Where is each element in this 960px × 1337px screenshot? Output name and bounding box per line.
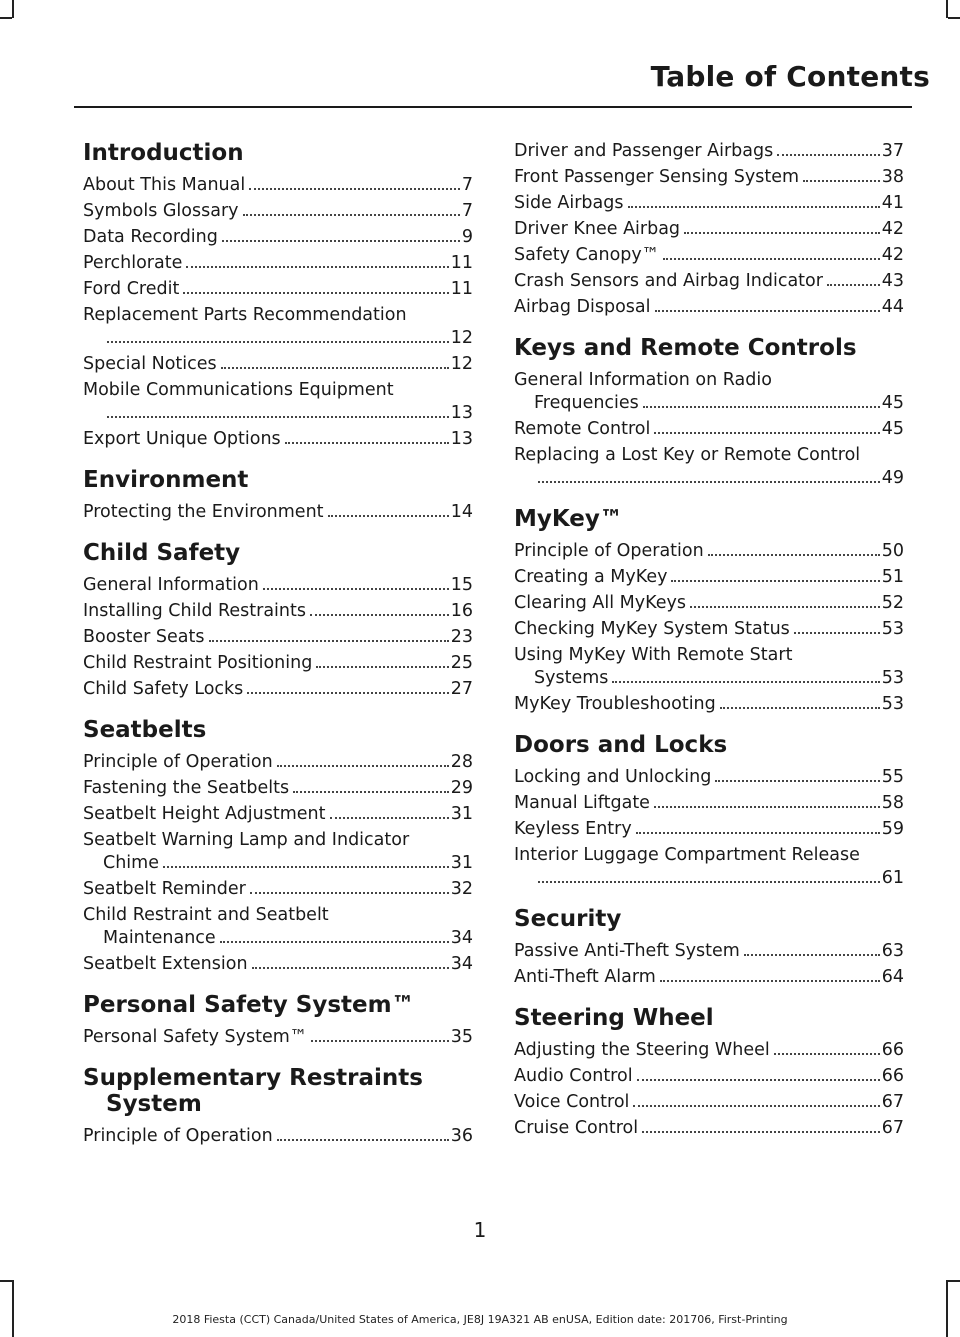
dot-leader xyxy=(277,765,449,767)
toc-entry-label: Protecting the Environment xyxy=(83,502,324,522)
toc-entry[interactable] xyxy=(514,296,904,319)
toc-entry-page: 12 xyxy=(450,328,473,348)
toc-entry-label-cont: Systems xyxy=(534,668,609,688)
toc-entry-line xyxy=(514,1117,904,1140)
toc-section xyxy=(514,506,904,716)
toc-entry-label: Mobile Communications Equipment xyxy=(83,380,394,400)
toc-entry-page: 25 xyxy=(450,653,473,673)
toc-entry-page: 53 xyxy=(881,619,904,639)
dot-leader xyxy=(636,832,880,834)
toc-entry[interactable] xyxy=(514,644,904,690)
toc-entry[interactable] xyxy=(514,1065,904,1088)
toc-entry-label: Safety Canopy™ xyxy=(514,245,660,265)
toc-entry-line xyxy=(514,140,904,163)
dot-leader xyxy=(654,432,879,434)
dot-leader xyxy=(654,806,880,808)
toc-entry[interactable] xyxy=(514,966,904,989)
crop-mark xyxy=(946,0,948,18)
dot-leader xyxy=(538,881,880,883)
toc-entry-line xyxy=(514,1065,904,1088)
toc-entry-line xyxy=(514,1039,904,1062)
toc-entry[interactable] xyxy=(514,218,904,241)
toc-entry-page: 59 xyxy=(881,819,904,839)
toc-entry-label: Keyless Entry xyxy=(514,819,632,839)
toc-entry-page: 66 xyxy=(881,1066,904,1086)
toc-entry-label: Front Passenger Sensing System xyxy=(514,167,800,187)
toc-entry-line xyxy=(83,751,473,774)
toc-entry-page: 37 xyxy=(881,141,904,161)
toc-entry[interactable] xyxy=(83,953,473,976)
toc-entry[interactable] xyxy=(83,252,473,275)
dot-leader xyxy=(637,1079,880,1081)
toc-entry[interactable] xyxy=(83,174,473,197)
toc-entry-line xyxy=(514,192,904,215)
toc-entry-page: 16 xyxy=(450,601,473,621)
toc-entry[interactable] xyxy=(514,418,904,441)
dot-leader xyxy=(538,481,880,483)
toc-entry-label: Passive Anti-Theft System xyxy=(514,941,740,961)
section-title: Environment xyxy=(83,467,249,493)
dot-leader xyxy=(612,681,879,683)
toc-entry-label: Ford Credit xyxy=(83,279,180,299)
toc-entry-label: Child Restraint and Seatbelt xyxy=(83,905,329,925)
toc-section xyxy=(83,1065,473,1148)
toc-entry[interactable] xyxy=(83,777,473,800)
toc-entry-label: Manual Liftgate xyxy=(514,793,650,813)
toc-entry-label: Child Restraint Positioning xyxy=(83,653,313,673)
dot-leader xyxy=(163,866,449,868)
toc-entry[interactable] xyxy=(514,192,904,215)
toc-entry-label: Data Recording xyxy=(83,227,218,247)
section-title: Keys and Remote Controls xyxy=(514,335,857,361)
toc-entry-line xyxy=(83,200,473,223)
toc-entry[interactable] xyxy=(514,693,904,716)
toc-entry-page: 31 xyxy=(450,804,473,824)
toc-entry-label: Anti-Theft Alarm xyxy=(514,967,656,987)
toc-entry-line xyxy=(83,174,473,197)
toc-entry-label: Child Safety Locks xyxy=(83,679,244,699)
toc-entry-label: General Information on Radio xyxy=(514,370,772,390)
section-title: Security xyxy=(514,906,622,932)
toc-entry-line xyxy=(83,878,473,901)
toc-entry-line xyxy=(514,1091,904,1114)
toc-entry-page: 15 xyxy=(450,575,473,595)
toc-section xyxy=(514,140,904,319)
toc-entry-line xyxy=(83,1125,473,1148)
dot-leader xyxy=(655,310,880,312)
toc-entry-page: 38 xyxy=(881,167,904,187)
toc-entry-label: Locking and Unlocking xyxy=(514,767,712,787)
toc-entry-label: Audio Control xyxy=(514,1066,633,1086)
dot-leader xyxy=(186,266,448,268)
toc-entry[interactable] xyxy=(83,1026,473,1049)
toc-entry[interactable] xyxy=(83,626,473,649)
crop-mark xyxy=(948,1280,960,1282)
toc-entry-page: 28 xyxy=(450,752,473,772)
dot-leader xyxy=(643,406,880,408)
toc-entry-line xyxy=(83,252,473,275)
toc-entry-label: Installing Child Restraints xyxy=(83,601,306,621)
dot-leader xyxy=(715,780,879,782)
toc-entry-page: 52 xyxy=(881,593,904,613)
dot-leader xyxy=(310,614,449,616)
toc-entry[interactable] xyxy=(83,428,473,451)
toc-entry-label: Airbag Disposal xyxy=(514,297,651,317)
toc-entry-page: 67 xyxy=(881,1092,904,1112)
toc-entry-page: 55 xyxy=(881,767,904,787)
toc-entry[interactable] xyxy=(514,618,904,641)
toc-entry[interactable] xyxy=(514,444,904,490)
crop-mark xyxy=(948,17,960,19)
toc-entry-line xyxy=(514,296,904,319)
dot-leader xyxy=(663,258,879,260)
toc-entry[interactable] xyxy=(83,353,473,376)
section-title: Seatbelts xyxy=(83,717,207,743)
toc-entry-label: Replacement Parts Recommendation xyxy=(83,305,407,325)
toc-entry-line xyxy=(83,803,473,826)
toc-entry-page: 64 xyxy=(881,967,904,987)
toc-entry-page: 42 xyxy=(881,245,904,265)
toc-entry-line xyxy=(83,574,473,597)
dot-leader xyxy=(293,791,449,793)
toc-entry-page: 49 xyxy=(881,468,904,488)
toc-entry[interactable] xyxy=(514,1117,904,1140)
dot-leader xyxy=(247,692,448,694)
toc-entry-label: Perchlorate xyxy=(83,253,183,273)
toc-entry-label: Booster Seats xyxy=(83,627,205,647)
dot-leader xyxy=(671,580,879,582)
toc-entry-page: 34 xyxy=(450,928,473,948)
toc-entry-continuation xyxy=(514,467,904,490)
toc-entry[interactable] xyxy=(514,1039,904,1062)
dot-leader xyxy=(708,554,880,556)
toc-entry-page: 27 xyxy=(450,679,473,699)
toc-entry-continuation xyxy=(83,852,473,875)
dot-leader xyxy=(803,180,880,182)
toc-entry-page: 13 xyxy=(450,429,473,449)
toc-entry-page: 44 xyxy=(881,297,904,317)
toc-entry-page: 29 xyxy=(450,778,473,798)
toc-entry-page: 50 xyxy=(881,541,904,561)
toc-entry-page: 51 xyxy=(881,567,904,587)
toc-entry-line xyxy=(514,818,904,841)
crop-mark xyxy=(0,1280,12,1282)
footer-edition: 2018 Fiesta (CCT) Canada/United States of America, JE8J 19A321 AB enUSA, Edition date: 201706, First-Printing xyxy=(172,1313,788,1326)
toc-entry-continuation xyxy=(514,867,904,890)
toc-entry-label-cont: Chime xyxy=(103,853,159,873)
toc-entry-label: Replacing a Lost Key or Remote Control xyxy=(514,445,861,465)
toc-entry-page: 58 xyxy=(881,793,904,813)
toc-entry[interactable] xyxy=(514,844,904,890)
dot-leader xyxy=(311,1040,448,1042)
toc-column-left xyxy=(83,140,473,1151)
toc-section xyxy=(514,1005,904,1140)
toc-entry[interactable] xyxy=(514,166,904,189)
toc-entry-page: 9 xyxy=(461,227,473,247)
dot-leader xyxy=(263,588,449,590)
toc-entry-line xyxy=(514,540,904,563)
toc-section xyxy=(83,140,473,451)
dot-leader xyxy=(316,666,448,668)
toc-entry-label: Driver and Passenger Airbags xyxy=(514,141,774,161)
dot-leader xyxy=(330,817,449,819)
toc-section xyxy=(83,540,473,701)
toc-entry[interactable] xyxy=(83,652,473,675)
dot-leader xyxy=(183,292,448,294)
toc-entry-label: Side Airbags xyxy=(514,193,624,213)
toc-entry-page: 31 xyxy=(450,853,473,873)
toc-entry-page: 11 xyxy=(450,253,473,273)
toc-entry-continuation xyxy=(514,392,904,415)
toc-entry-line xyxy=(514,966,904,989)
toc-entry-label: Seatbelt Reminder xyxy=(83,879,246,899)
section-title: Personal Safety System™ xyxy=(83,992,415,1018)
toc-entry-page: 11 xyxy=(450,279,473,299)
toc-entry-line xyxy=(83,226,473,249)
toc-entry-label: Voice Control xyxy=(514,1092,630,1112)
toc-entry-label: Special Notices xyxy=(83,354,217,374)
dot-leader xyxy=(243,214,460,216)
section-title: Supplementary Restraints System xyxy=(83,1065,423,1117)
toc-entry-page: 63 xyxy=(881,941,904,961)
section-title: Introduction xyxy=(83,140,244,166)
toc-entry-line xyxy=(514,792,904,815)
toc-entry[interactable] xyxy=(514,940,904,963)
toc-entry-line xyxy=(83,678,473,701)
toc-entry[interactable] xyxy=(514,818,904,841)
toc-entry-continuation xyxy=(83,927,473,950)
toc-section xyxy=(83,717,473,976)
toc-entry[interactable] xyxy=(83,278,473,301)
toc-entry[interactable] xyxy=(83,304,473,350)
toc-section xyxy=(514,335,904,490)
toc-entry-page: 42 xyxy=(881,219,904,239)
page-title: Table of Contents xyxy=(650,60,930,93)
dot-leader xyxy=(222,240,460,242)
toc-entry[interactable] xyxy=(514,1091,904,1114)
toc-entry-line xyxy=(83,652,473,675)
section-title: Steering Wheel xyxy=(514,1005,714,1031)
dot-leader xyxy=(628,206,880,208)
header-divider xyxy=(74,106,912,108)
dot-leader xyxy=(633,1105,879,1107)
toc-entry-page: 23 xyxy=(450,627,473,647)
toc-entry[interactable] xyxy=(83,226,473,249)
page-number: 1 xyxy=(473,1218,487,1242)
toc-entry-page: 32 xyxy=(450,879,473,899)
toc-entry[interactable] xyxy=(514,140,904,163)
toc-entry-label: About This Manual xyxy=(83,175,246,195)
dot-leader xyxy=(285,442,449,444)
dot-leader xyxy=(744,954,880,956)
dot-leader xyxy=(221,367,449,369)
toc-entry[interactable] xyxy=(83,678,473,701)
toc-entry-page: 61 xyxy=(881,868,904,888)
toc-section xyxy=(83,992,473,1049)
toc-entry-line xyxy=(83,777,473,800)
crop-mark xyxy=(12,0,14,18)
toc-entry-page: 66 xyxy=(881,1040,904,1060)
toc-entry-label: Export Unique Options xyxy=(83,429,281,449)
section-title: Doors and Locks xyxy=(514,732,728,758)
toc-entry-line xyxy=(83,1026,473,1049)
toc-entry-label: Crash Sensors and Airbag Indicator xyxy=(514,271,823,291)
toc-entry-page: 36 xyxy=(450,1126,473,1146)
toc-entry[interactable] xyxy=(83,803,473,826)
toc-entry-page: 14 xyxy=(450,502,473,522)
dot-leader xyxy=(252,967,449,969)
toc-entry-line xyxy=(83,428,473,451)
toc-entry-label-cont: Maintenance xyxy=(103,928,216,948)
toc-entry[interactable] xyxy=(514,592,904,615)
toc-entry-label: Creating a MyKey xyxy=(514,567,668,587)
toc-entry-line xyxy=(514,270,904,293)
toc-entry[interactable] xyxy=(514,369,904,415)
toc-entry-line xyxy=(83,626,473,649)
toc-entry-label: Principle of Operation xyxy=(83,752,273,772)
toc-entry-label: Remote Control xyxy=(514,419,651,439)
toc-column-right xyxy=(514,140,904,1143)
toc-entry-line xyxy=(514,940,904,963)
toc-entry-page: 35 xyxy=(450,1027,473,1047)
dot-leader xyxy=(220,941,449,943)
toc-entry-line xyxy=(514,566,904,589)
dot-leader xyxy=(642,1131,880,1133)
toc-entry-label: General Information xyxy=(83,575,259,595)
toc-entry-line xyxy=(514,766,904,789)
toc-entry[interactable] xyxy=(83,200,473,223)
toc-entry[interactable] xyxy=(514,244,904,267)
toc-entry[interactable] xyxy=(83,379,473,425)
dot-leader xyxy=(720,707,880,709)
section-title: Child Safety xyxy=(83,540,241,566)
dot-leader xyxy=(328,515,449,517)
dot-leader xyxy=(777,154,880,156)
toc-entry-label: Driver Knee Airbag xyxy=(514,219,681,239)
dot-leader xyxy=(249,188,460,190)
toc-entry-label: MyKey Troubleshooting xyxy=(514,694,716,714)
toc-entry[interactable] xyxy=(514,766,904,789)
toc-entry[interactable] xyxy=(83,878,473,901)
toc-entry[interactable] xyxy=(83,751,473,774)
toc-entry-line xyxy=(514,418,904,441)
toc-entry[interactable] xyxy=(514,270,904,293)
toc-entry[interactable] xyxy=(514,566,904,589)
toc-entry-page: 7 xyxy=(461,175,473,195)
toc-entry-label: Cruise Control xyxy=(514,1118,639,1138)
toc-entry[interactable] xyxy=(83,501,473,524)
toc-entry-label: Principle of Operation xyxy=(514,541,704,561)
toc-entry-line xyxy=(514,618,904,641)
toc-entry[interactable] xyxy=(83,1125,473,1148)
toc-entry-page: 12 xyxy=(450,354,473,374)
toc-entry-page: 13 xyxy=(450,403,473,423)
toc-entry-label: Symbols Glossary xyxy=(83,201,239,221)
toc-entry-page: 34 xyxy=(450,954,473,974)
toc-entry-continuation xyxy=(83,327,473,350)
toc-entry-line xyxy=(83,501,473,524)
dot-leader xyxy=(684,232,880,234)
dot-leader xyxy=(107,416,449,418)
toc-entry[interactable] xyxy=(514,540,904,563)
toc-entry-continuation xyxy=(83,402,473,425)
dot-leader xyxy=(107,341,449,343)
dot-leader xyxy=(660,980,880,982)
section-title: MyKey™ xyxy=(514,506,623,532)
dot-leader xyxy=(827,284,880,286)
toc-section xyxy=(514,732,904,890)
toc-entry-line xyxy=(83,600,473,623)
toc-entry-label: Principle of Operation xyxy=(83,1126,273,1146)
toc-entry-page: 53 xyxy=(881,694,904,714)
toc-entry-label: Clearing All MyKeys xyxy=(514,593,686,613)
dot-leader xyxy=(209,640,449,642)
toc-entry-label: Seatbelt Extension xyxy=(83,954,248,974)
toc-entry-line xyxy=(514,693,904,716)
toc-entry-continuation xyxy=(514,667,904,690)
toc-entry-line xyxy=(514,166,904,189)
toc-entry[interactable] xyxy=(83,600,473,623)
toc-entry-page: 53 xyxy=(881,668,904,688)
toc-entry-label-cont: Frequencies xyxy=(534,393,639,413)
dot-leader xyxy=(690,606,880,608)
toc-entry-label: Fastening the Seatbelts xyxy=(83,778,290,798)
toc-entry-label: Checking MyKey System Status xyxy=(514,619,790,639)
toc-entry-line xyxy=(83,278,473,301)
toc-entry[interactable] xyxy=(83,829,473,875)
toc-entry-label: Interior Luggage Compartment Release xyxy=(514,845,860,865)
toc-entry-line xyxy=(514,218,904,241)
dot-leader xyxy=(277,1139,449,1141)
toc-section xyxy=(83,467,473,524)
toc-entry-line xyxy=(83,353,473,376)
toc-entry-page: 43 xyxy=(881,271,904,291)
toc-entry-line xyxy=(514,244,904,267)
toc-entry-page: 41 xyxy=(881,193,904,213)
toc-entry-line xyxy=(83,953,473,976)
toc-entry-label: Using MyKey With Remote Start xyxy=(514,645,793,665)
toc-entry-page: 7 xyxy=(461,201,473,221)
crop-mark xyxy=(946,1280,948,1337)
toc-entry-label: Seatbelt Warning Lamp and Indicator xyxy=(83,830,410,850)
dot-leader xyxy=(250,892,449,894)
toc-entry-line xyxy=(514,592,904,615)
crop-mark xyxy=(0,17,12,19)
toc-entry-page: 45 xyxy=(881,393,904,413)
toc-entry[interactable] xyxy=(83,904,473,950)
toc-entry-label: Personal Safety System™ xyxy=(83,1027,308,1047)
crop-mark xyxy=(12,1280,14,1337)
toc-entry-label: Adjusting the Steering Wheel xyxy=(514,1040,770,1060)
toc-entry[interactable] xyxy=(514,792,904,815)
toc-entry-label: Seatbelt Height Adjustment xyxy=(83,804,326,824)
dot-leader xyxy=(774,1053,880,1055)
dot-leader xyxy=(794,632,880,634)
toc-section xyxy=(514,906,904,989)
toc-entry-page: 45 xyxy=(881,419,904,439)
toc-entry[interactable] xyxy=(83,574,473,597)
toc-entry-page: 67 xyxy=(881,1118,904,1138)
